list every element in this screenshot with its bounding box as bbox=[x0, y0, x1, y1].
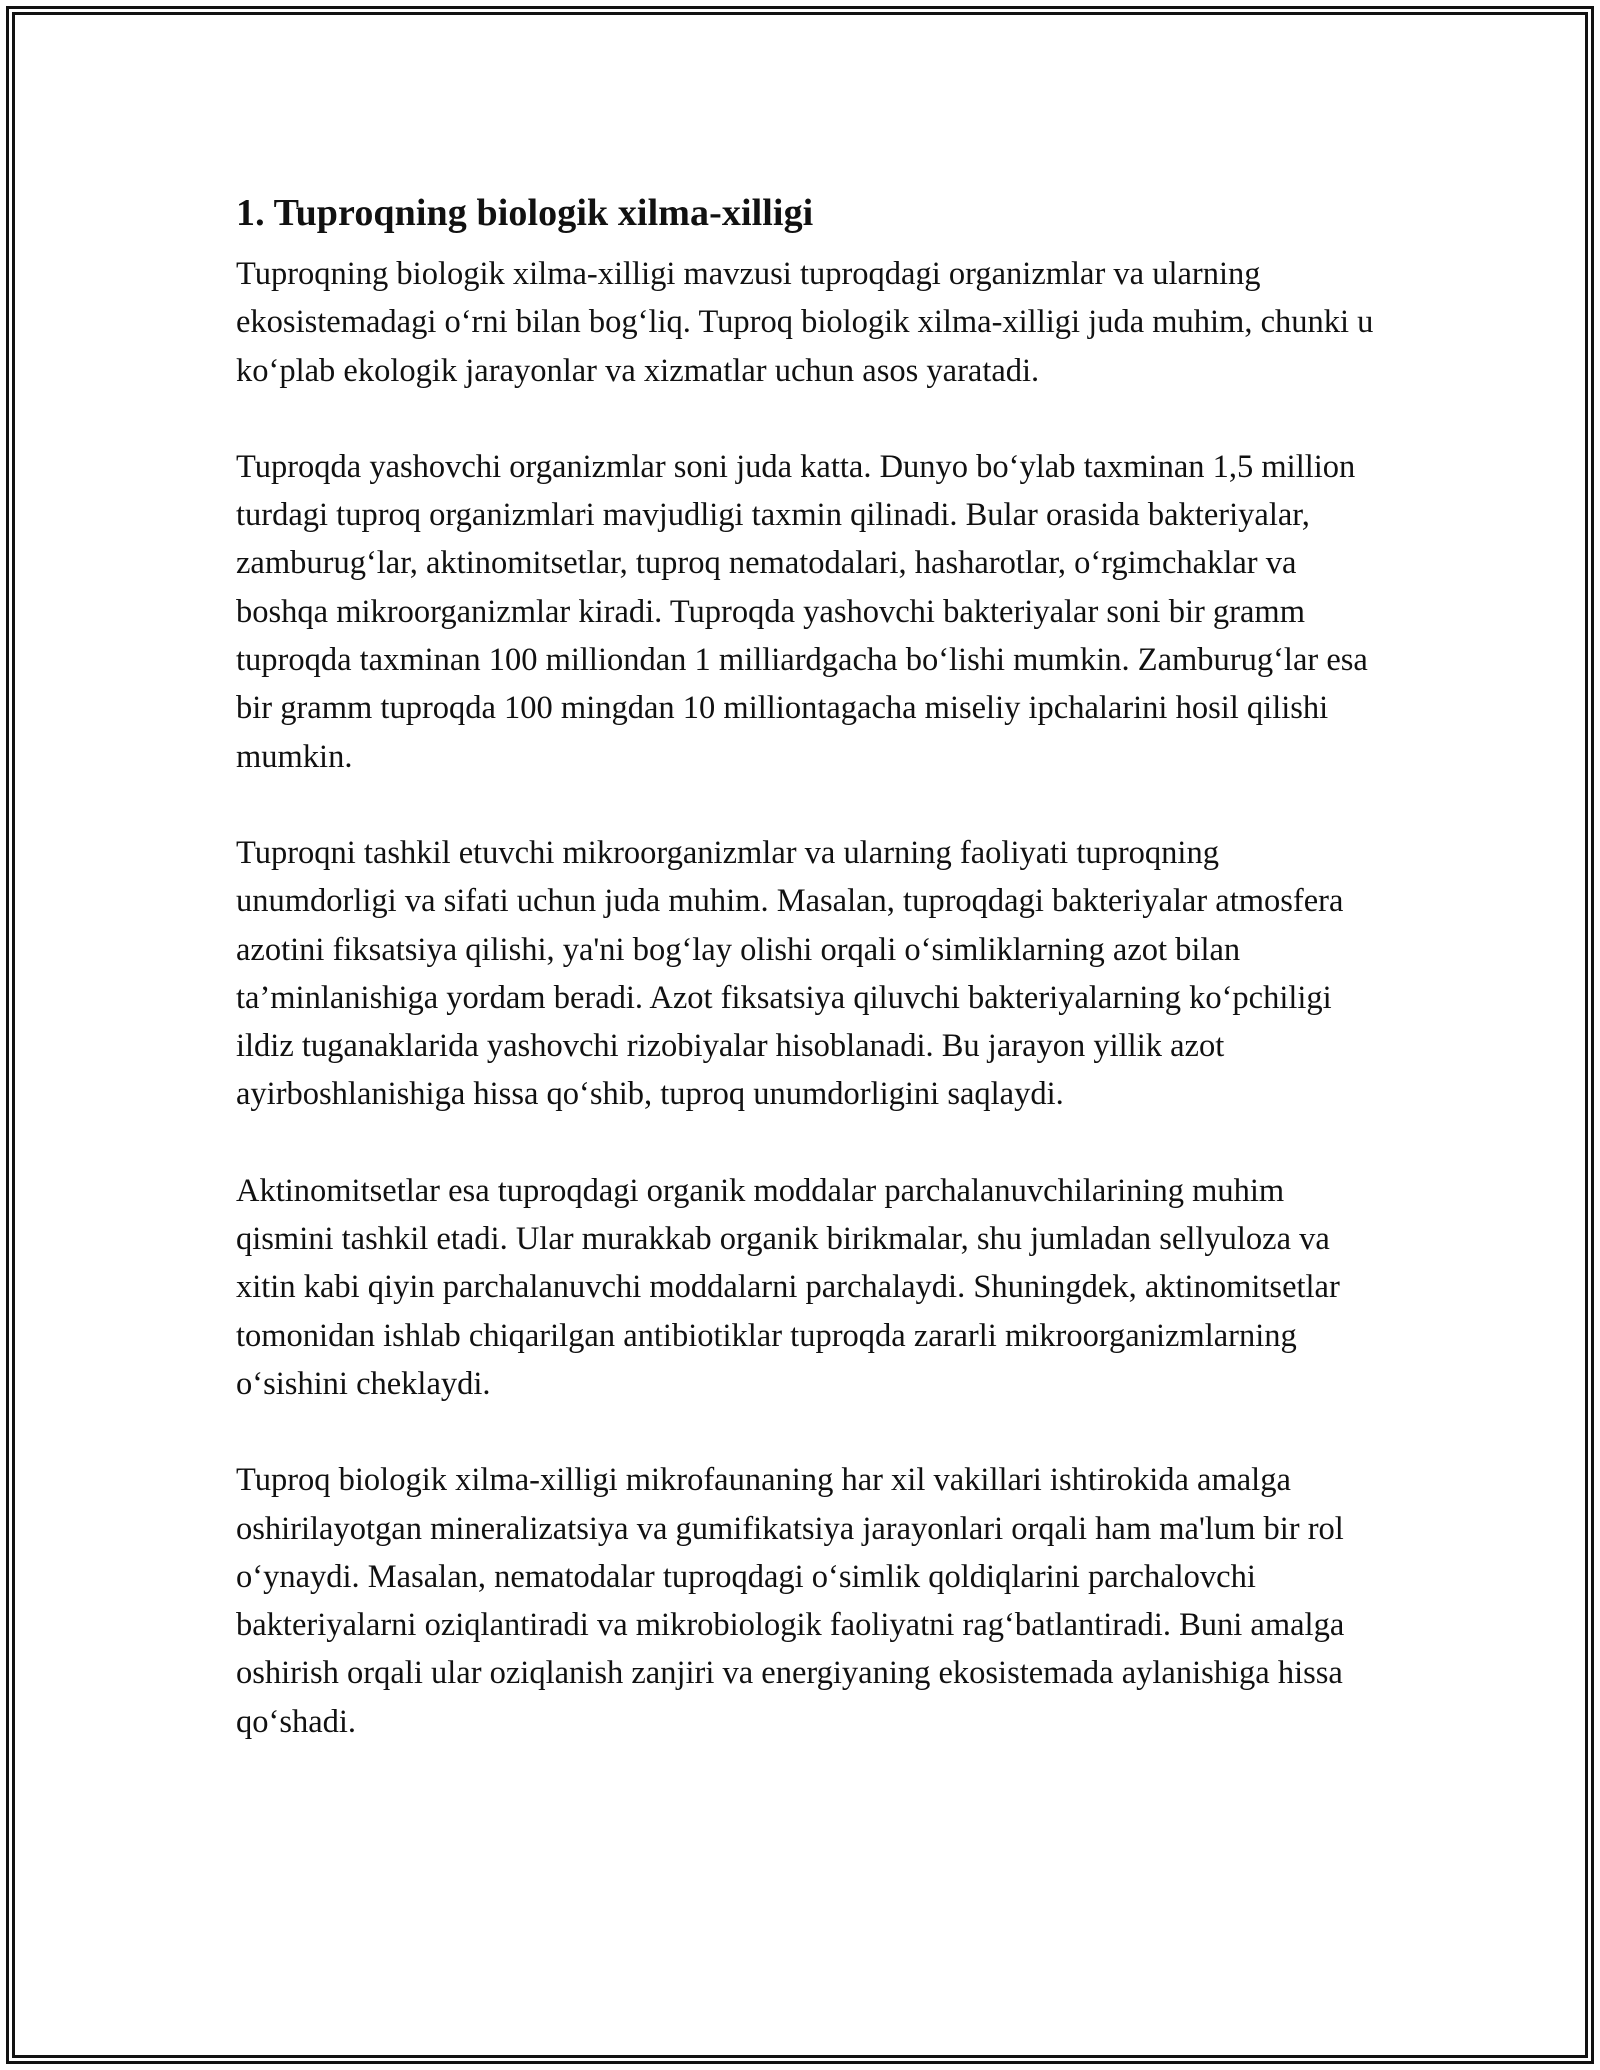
section-heading: 1. Tuproqning biologik xilma-xilligi bbox=[236, 192, 814, 234]
paragraph-5: Tuproq biologik xilma-xilligi mikrofaunaning har xil vakillari ishtirokida amalga oshirilayotgan mineralizatsiya va gumifikatsiya jarayonlari orqali ham ma'lum bir rol o‘ynaydi. Masalan, nematodalar tuproqdagi o‘simlik qoldiqlarini parchalovchi bakteriyalarni oziqlantiradi va mikrobiologik faoliyatni rag‘batlantiradi. Buni amalga oshirish orqali ular oziqlanish zanjiri va energiyaning ekosistemada aylanishiga hissa qo‘shadi. bbox=[236, 1462, 1345, 1740]
paragraph-3: Tuproqni tashkil etuvchi mikroorganizmlar va ularning faoliyati tuproqning unumdorligi va sifati uchun juda muhim. Masalan, tuproqdagi bakteriyalar atmosfera azotini fiksatsiya qilishi, ya'ni bog‘lay olishi orqali o‘simliklarning azot bilan ta’minlanishiga yordam beradi. Azot fiksatsiya qiluvchi bakteriyalarning ko‘pchiligi ildiz tuganaklarida yashovchi rizobiyalar hisoblanadi. Bu jarayon yillik azot ayirboshlanishiga hissa qo‘shib, tuproq unumdorligini saqlaydi. bbox=[236, 834, 1344, 1113]
document-body bbox=[236, 186, 1374, 1746]
paragraph-4: Aktinomitsetlar esa tuproqdagi organik moddalar parchalanuvchilarining muhim qismini tashkil etadi. Ular murakkab organik birikmalar, shu jumladan sellyuloza va xitin kabi qiyin parchalanuvchi moddalarni parchalaydi. Shuningdek, aktinomitsetlar tomonidan ishlab chiqarilgan antibiotiklar tuproqda zararli mikroorganizmlarning o‘sishini cheklaydi. bbox=[236, 1172, 1340, 1402]
paragraph-1: Tuproqning biologik xilma-xilligi mavzusi tuproqdagi organizmlar va ularning ekosistemadagi o‘rni bilan bog‘liq. Tuproq biologik xilma-xilligi juda muhim, chunki u ko‘plab ekologik jarayonlar va xizmatlar uchun asos yaratadi. bbox=[236, 256, 1374, 389]
paragraph-2: Tuproqda yashovchi organizmlar soni juda katta. Dunyo bo‘ylab taxminan 1,5 million turdagi tuproq organizmlari mavjudligi taxmin qilinadi. Bular orasida bakteriyalar, zamburug‘lar, aktinomitsetlar, tuproq nematodalari, hasharotlar, o‘rgimchaklar va boshqa mikroorganizmlar kiradi. Tuproqda yashovchi bakteriyalar soni bir gramm tuproqda taxminan 100 milliondan 1 milliardgacha bo‘lishi mumkin. Zamburug‘lar esa bir gramm tuproqda 100 mingdan 10 milliontagacha miseliy ipchalarini hosil qilishi mumkin. bbox=[236, 448, 1368, 775]
